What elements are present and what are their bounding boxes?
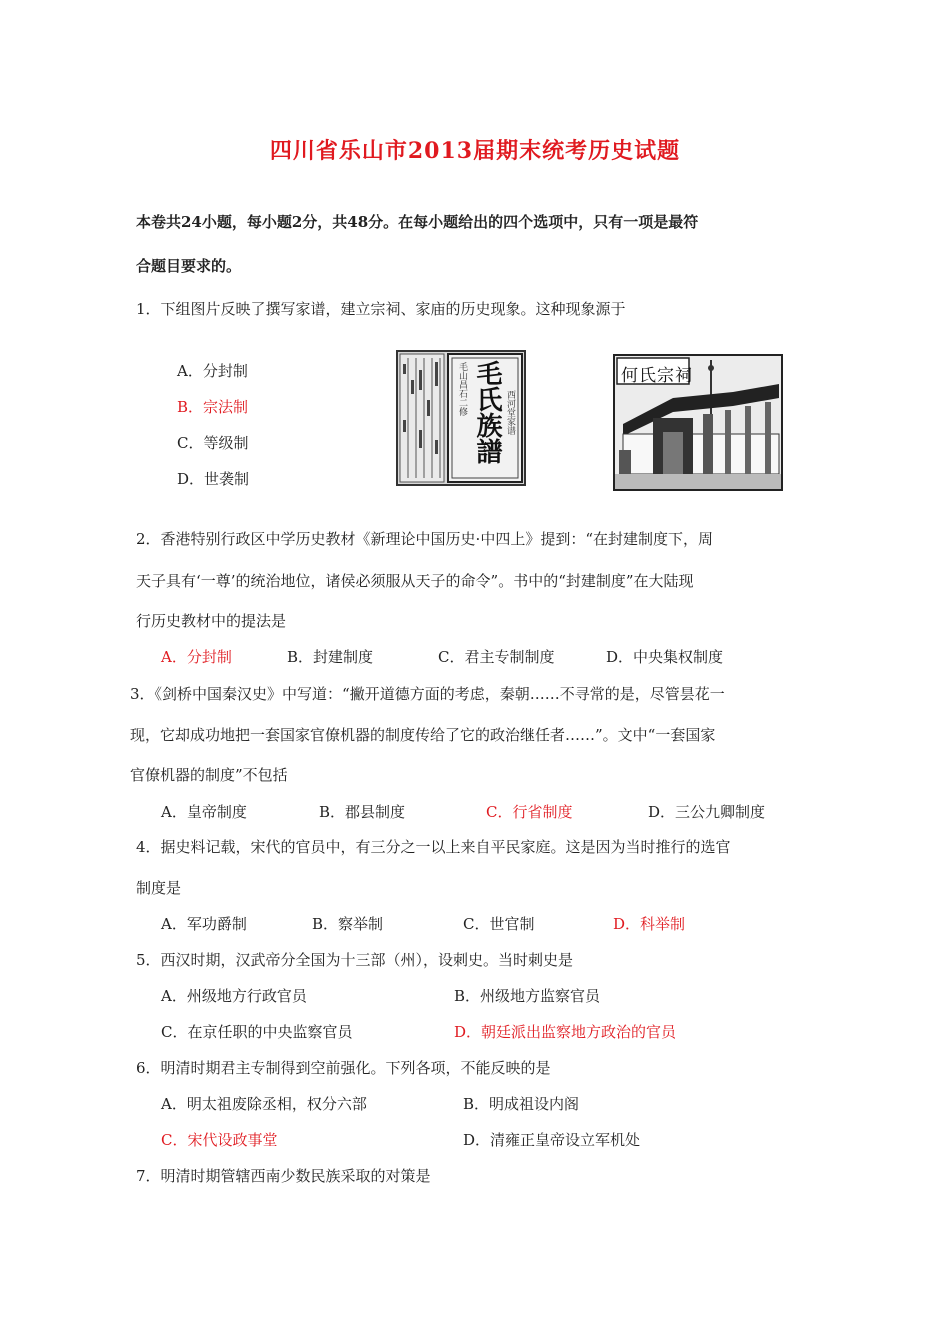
- question-text: 据史料记载，宋代的官员中，有三分之一以上来自平民家庭。这是因为当时推行的选官: [160, 838, 731, 856]
- question-text: 明清时期君主专制得到空前强化。下列各项，不能反映的是: [160, 1059, 551, 1077]
- q5-option-a: A．州级地方行政官员: [161, 987, 307, 1005]
- ancestral-hall-sign: 何氏宗祠: [621, 366, 693, 386]
- question-2-line-3: 行历史教材中的提法是: [136, 612, 287, 630]
- question-number: 7．: [136, 1167, 161, 1185]
- instructions-line-1: 本卷共24小题，每小题2分，共48分。在每小题给出的四个选项中，只有一项是最符: [136, 213, 699, 231]
- q2-option-d: D．中央集权制度: [606, 648, 724, 666]
- q1-option-d: D．世袭制: [177, 470, 250, 488]
- question-number: 1．: [136, 300, 161, 318]
- q3-option-b: B．郡县制度: [319, 803, 406, 821]
- genealogy-side-text: 西河堂家谱: [505, 390, 515, 435]
- q4-option-c: C．世官制: [463, 915, 535, 933]
- q2-option-c: C．君主专制制度: [438, 648, 555, 666]
- q6-option-a: A．明太祖废除丞相，权分六部: [161, 1095, 367, 1113]
- q3-option-c: C．行省制度: [486, 803, 573, 821]
- genealogy-book-image: [396, 350, 526, 486]
- question-4: [136, 836, 731, 857]
- question-number: 5．: [136, 951, 161, 969]
- genealogy-title-text: 毛氏族譜: [472, 360, 502, 464]
- question-1: [136, 298, 626, 319]
- question-number: 2．: [136, 530, 161, 548]
- q6-option-d: D．清雍正皇帝设立军机处: [463, 1131, 641, 1149]
- question-text: 香港特别行政区中学历史教材《新理论中国历史·中四上》提到：“在封建制度下，周: [160, 530, 713, 548]
- q5-option-b: B．州级地方监察官员: [454, 987, 601, 1005]
- page-title: 四川省乐山市2013届期末统考历史试题: [269, 138, 681, 164]
- question-3-line-3: 官僚机器的制度”不包括: [130, 766, 288, 784]
- question-6: [136, 1057, 551, 1078]
- q2-option-a: A．分封制: [161, 648, 232, 666]
- question-text: 西汉时期，汉武帝分全国为十三部（州），设刺史。当时刺史是: [160, 951, 574, 969]
- q1-option-a: A．分封制: [177, 362, 248, 380]
- question-number: 6．: [136, 1059, 161, 1077]
- q2-option-b: B．封建制度: [287, 648, 374, 666]
- question-number: 3．: [130, 685, 155, 703]
- q4-option-b: B．察举制: [312, 915, 384, 933]
- q4-option-a: A．军功爵制: [161, 915, 247, 933]
- q5-option-c: C．在京任职的中央监察官员: [161, 1023, 353, 1041]
- q5-option-d: D．朝廷派出监察地方政治的官员: [454, 1023, 677, 1041]
- q3-option-d: D．三公九卿制度: [648, 803, 766, 821]
- q4-option-d: D．科举制: [613, 915, 686, 933]
- question-text: 《剑桥中国秦汉史》中写道：“撇开道德方面的考虑，秦朝……不寻常的是，尽管昙花一: [154, 685, 725, 703]
- question-5: [136, 949, 573, 970]
- question-2: [136, 528, 713, 549]
- q6-option-c: C．宋代设政事堂: [161, 1131, 278, 1149]
- question-7: [136, 1165, 431, 1186]
- q3-option-a: A．皇帝制度: [161, 803, 247, 821]
- question-text: 明清时期管辖西南少数民族采取的对策是: [160, 1167, 431, 1185]
- instructions-line-2: 合题目要求的。: [136, 257, 242, 275]
- genealogy-top-text: 毛山昌石二修: [457, 362, 467, 416]
- q1-option-c: C．等级制: [177, 434, 249, 452]
- ancestral-hall-image: [613, 354, 783, 491]
- question-3: [130, 683, 725, 704]
- question-number: 4．: [136, 838, 161, 856]
- q1-option-b: B．宗法制: [177, 398, 249, 416]
- question-4-line-2: 制度是: [136, 879, 182, 897]
- question-3-line-2: 现，它却成功地把一套国家官僚机器的制度传给了它的政治继任者……”。文中“一套国家: [130, 726, 716, 744]
- q6-option-b: B．明成祖设内阁: [463, 1095, 580, 1113]
- question-2-line-2: 天子具有‘一尊’的统治地位，诸侯必须服从天子的命令”。书中的“封建制度”在大陆现: [136, 572, 694, 590]
- question-text: 下组图片反映了撰写家谱，建立宗祠、家庙的历史现象。这种现象源于: [160, 300, 626, 318]
